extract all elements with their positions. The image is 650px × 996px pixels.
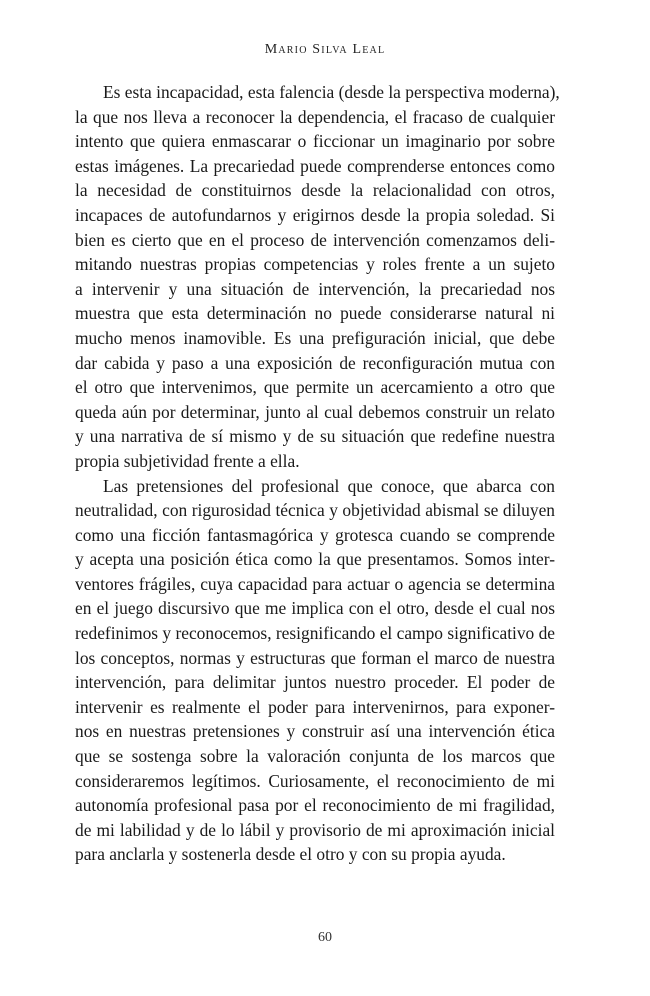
text-line: y acepta una posición ética como la que presentamos. Somos inter- — [75, 549, 555, 570]
text-line: muestra que esta determinación no puede considerarse natural ni — [75, 303, 555, 324]
text-line: queda aún por determinar, junto al cual debemos construir un relato — [75, 401, 555, 422]
text-line: consideraremos legítimos. Curiosamente, el reconocimiento de mi — [75, 770, 555, 791]
text-line: intento que quiera enmascarar o ficcionar un imaginario por sobre — [75, 131, 555, 152]
text-line: el otro que intervenimos, que permite un acercamiento a otro que — [75, 377, 555, 398]
text-line: la que nos lleva a reconocer la dependencia, el fracaso de cualquier — [75, 106, 555, 127]
page-number: 60 — [318, 930, 332, 945]
text-line: Las pretensiones del profesional que conoce, que abarca con — [103, 475, 555, 496]
paragraph-2 — [75, 474, 555, 868]
text-line: propia subjetividad frente a ella. — [75, 450, 300, 471]
text-line: Es esta incapacidad, esta falencia (desde la perspectiva moderna), — [103, 82, 560, 102]
paragraph-1 — [75, 80, 560, 474]
text-line: redefinimos y reconocemos, resignificando el campo significativo de — [75, 623, 556, 644]
text-line: estas imágenes. La precariedad puede comprenderse entonces como — [75, 155, 555, 176]
text-line: como una ficción fantasmagórica y grotesca cuando se comprende — [75, 524, 555, 545]
text-line: ventores frágiles, cuya capacidad para actuar o agencia se determina — [75, 573, 555, 594]
text-line: y una narrativa de sí mismo y de su situación que redefine nuestra — [75, 426, 555, 447]
text-line: mitando nuestras propias competencias y roles frente a un sujeto — [75, 254, 555, 275]
text-line: intervenir es realmente el poder para intervenirnos, para exponer- — [75, 696, 555, 717]
text-line: mucho menos inamovible. Es una prefiguración inicial, que debe — [75, 327, 555, 348]
text-line: bien es cierto que en el proceso de intervención comenzamos deli- — [75, 229, 555, 250]
text-line: que se sostenga sobre la valoración conjunta de los marcos que — [75, 746, 555, 767]
text-line: en el juego discursivo que me implica con el otro, desde el cual nos — [75, 598, 555, 619]
text-line: de mi labilidad y de lo lábil y provisorio de mi aproximación inicial — [75, 819, 555, 840]
text-line: a intervenir y una situación de intervención, la precariedad nos — [75, 278, 555, 299]
text-line: para anclarla y sostenerla desde el otro y con su propia ayuda. — [75, 844, 506, 865]
text-line: nos en nuestras pretensiones y construir así una intervención ética — [75, 721, 555, 742]
running-head: Mario Silva Leal — [264, 42, 386, 57]
text-line: autonomía profesional pasa por el reconocimiento de mi fragilidad, — [75, 795, 555, 816]
text-line: los conceptos, normas y estructuras que forman el marco de nuestra — [75, 647, 555, 668]
body-text — [75, 80, 560, 867]
text-line: intervención, para delimitar juntos nuestro proceder. El poder de — [75, 672, 555, 693]
text-line: neutralidad, con rigurosidad técnica y objetividad abismal se diluyen — [75, 500, 555, 521]
text-line: incapaces de autofundarnos y erigirnos desde la propia soledad. Si — [75, 204, 555, 225]
text-line: dar cabida y paso a una exposición de reconfiguración mutua con — [75, 352, 555, 373]
text-line: la necesidad de constituirnos desde la relacionalidad con otros, — [75, 180, 555, 201]
